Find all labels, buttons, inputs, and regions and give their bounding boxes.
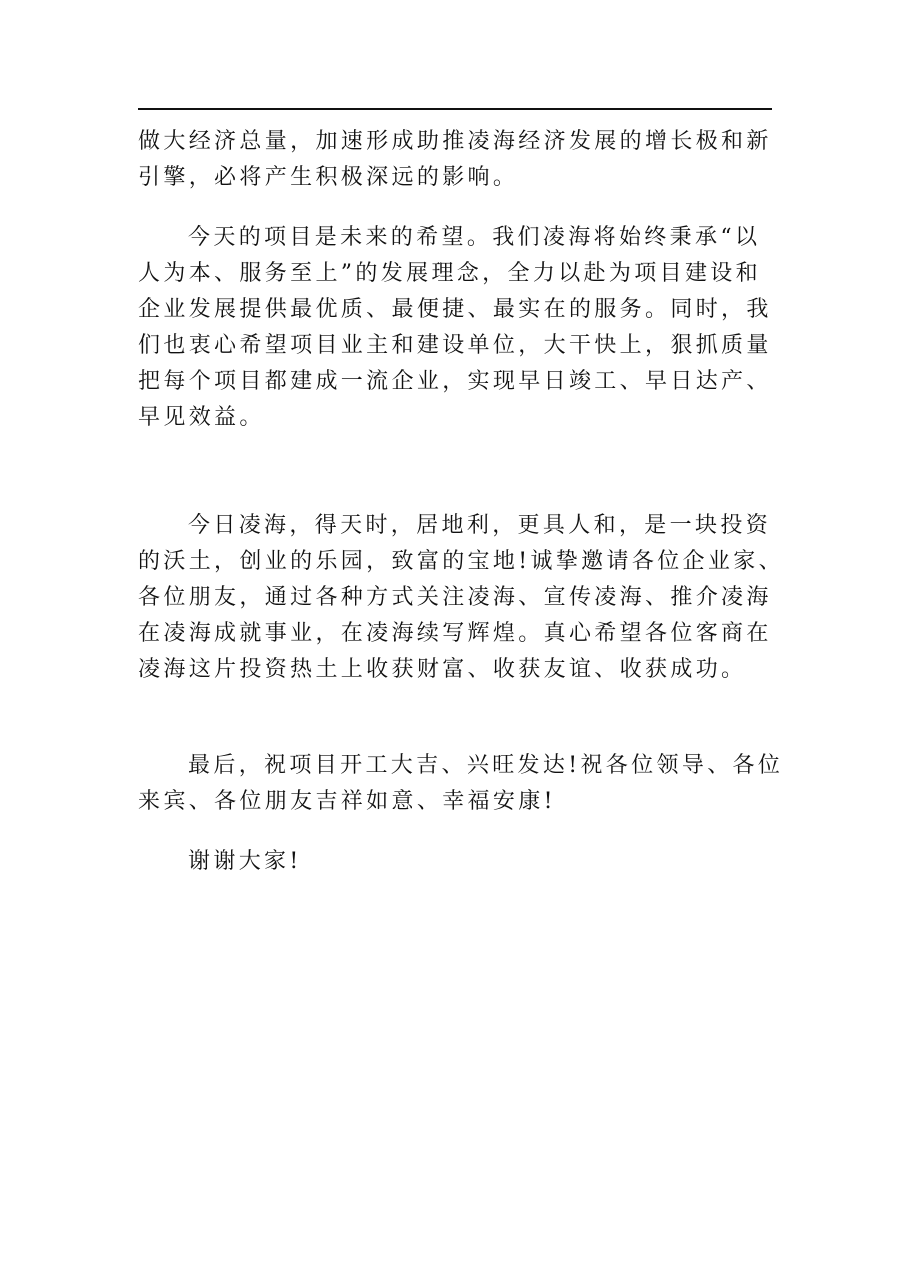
paragraph-blessing bbox=[138, 748, 784, 820]
header-rule bbox=[138, 108, 772, 110]
text-line: 们也衷心希望项目业主和建设单位，大干快上，狠抓质量 bbox=[138, 333, 772, 358]
text-line: 引擎，必将产生积极深远的影响。 bbox=[138, 165, 519, 190]
text-line: 凌海这片投资热土上收获财富、收获友谊、收获成功。 bbox=[138, 657, 747, 682]
text-line: 人为本、服务至上”的发展理念，全力以赴为项目建设和 bbox=[138, 261, 761, 286]
text-line: 企业发展提供最优质、最便捷、最实在的服务。同时，我 bbox=[138, 297, 772, 322]
paragraph-thanks bbox=[138, 844, 772, 880]
text-line: 最后，祝项目开工大吉、兴旺发达!祝各位领导、各位 bbox=[188, 753, 784, 778]
text-line: 的沃土，创业的乐园，致富的宝地!诚挚邀请各位企业家、 bbox=[138, 549, 784, 574]
text-line: 把每个项目都建成一流企业，实现早日竣工、早日达产、 bbox=[138, 369, 772, 394]
text-line: 在凌海成就事业，在凌海续写辉煌。真心希望各位客商在 bbox=[138, 621, 772, 646]
text-line: 早见效益。 bbox=[138, 405, 265, 430]
text-line: 各位朋友，通过各种方式关注凌海、宣传凌海、推介凌海 bbox=[138, 585, 772, 610]
paragraph-project-hope bbox=[138, 220, 772, 436]
paragraph-continuation bbox=[138, 124, 772, 196]
text-line: 今天的项目是未来的希望。我们凌海将始终秉承“以 bbox=[188, 225, 761, 250]
text-line: 谢谢大家! bbox=[188, 849, 302, 874]
paragraph-invitation bbox=[138, 508, 784, 688]
text-line: 今日凌海，得天时，居地利，更具人和，是一块投资 bbox=[188, 513, 772, 538]
text-line: 来宾、各位朋友吉祥如意、幸福安康! bbox=[138, 789, 556, 814]
text-line: 做大经济总量，加速形成助推凌海经济发展的增长极和新 bbox=[138, 129, 772, 154]
